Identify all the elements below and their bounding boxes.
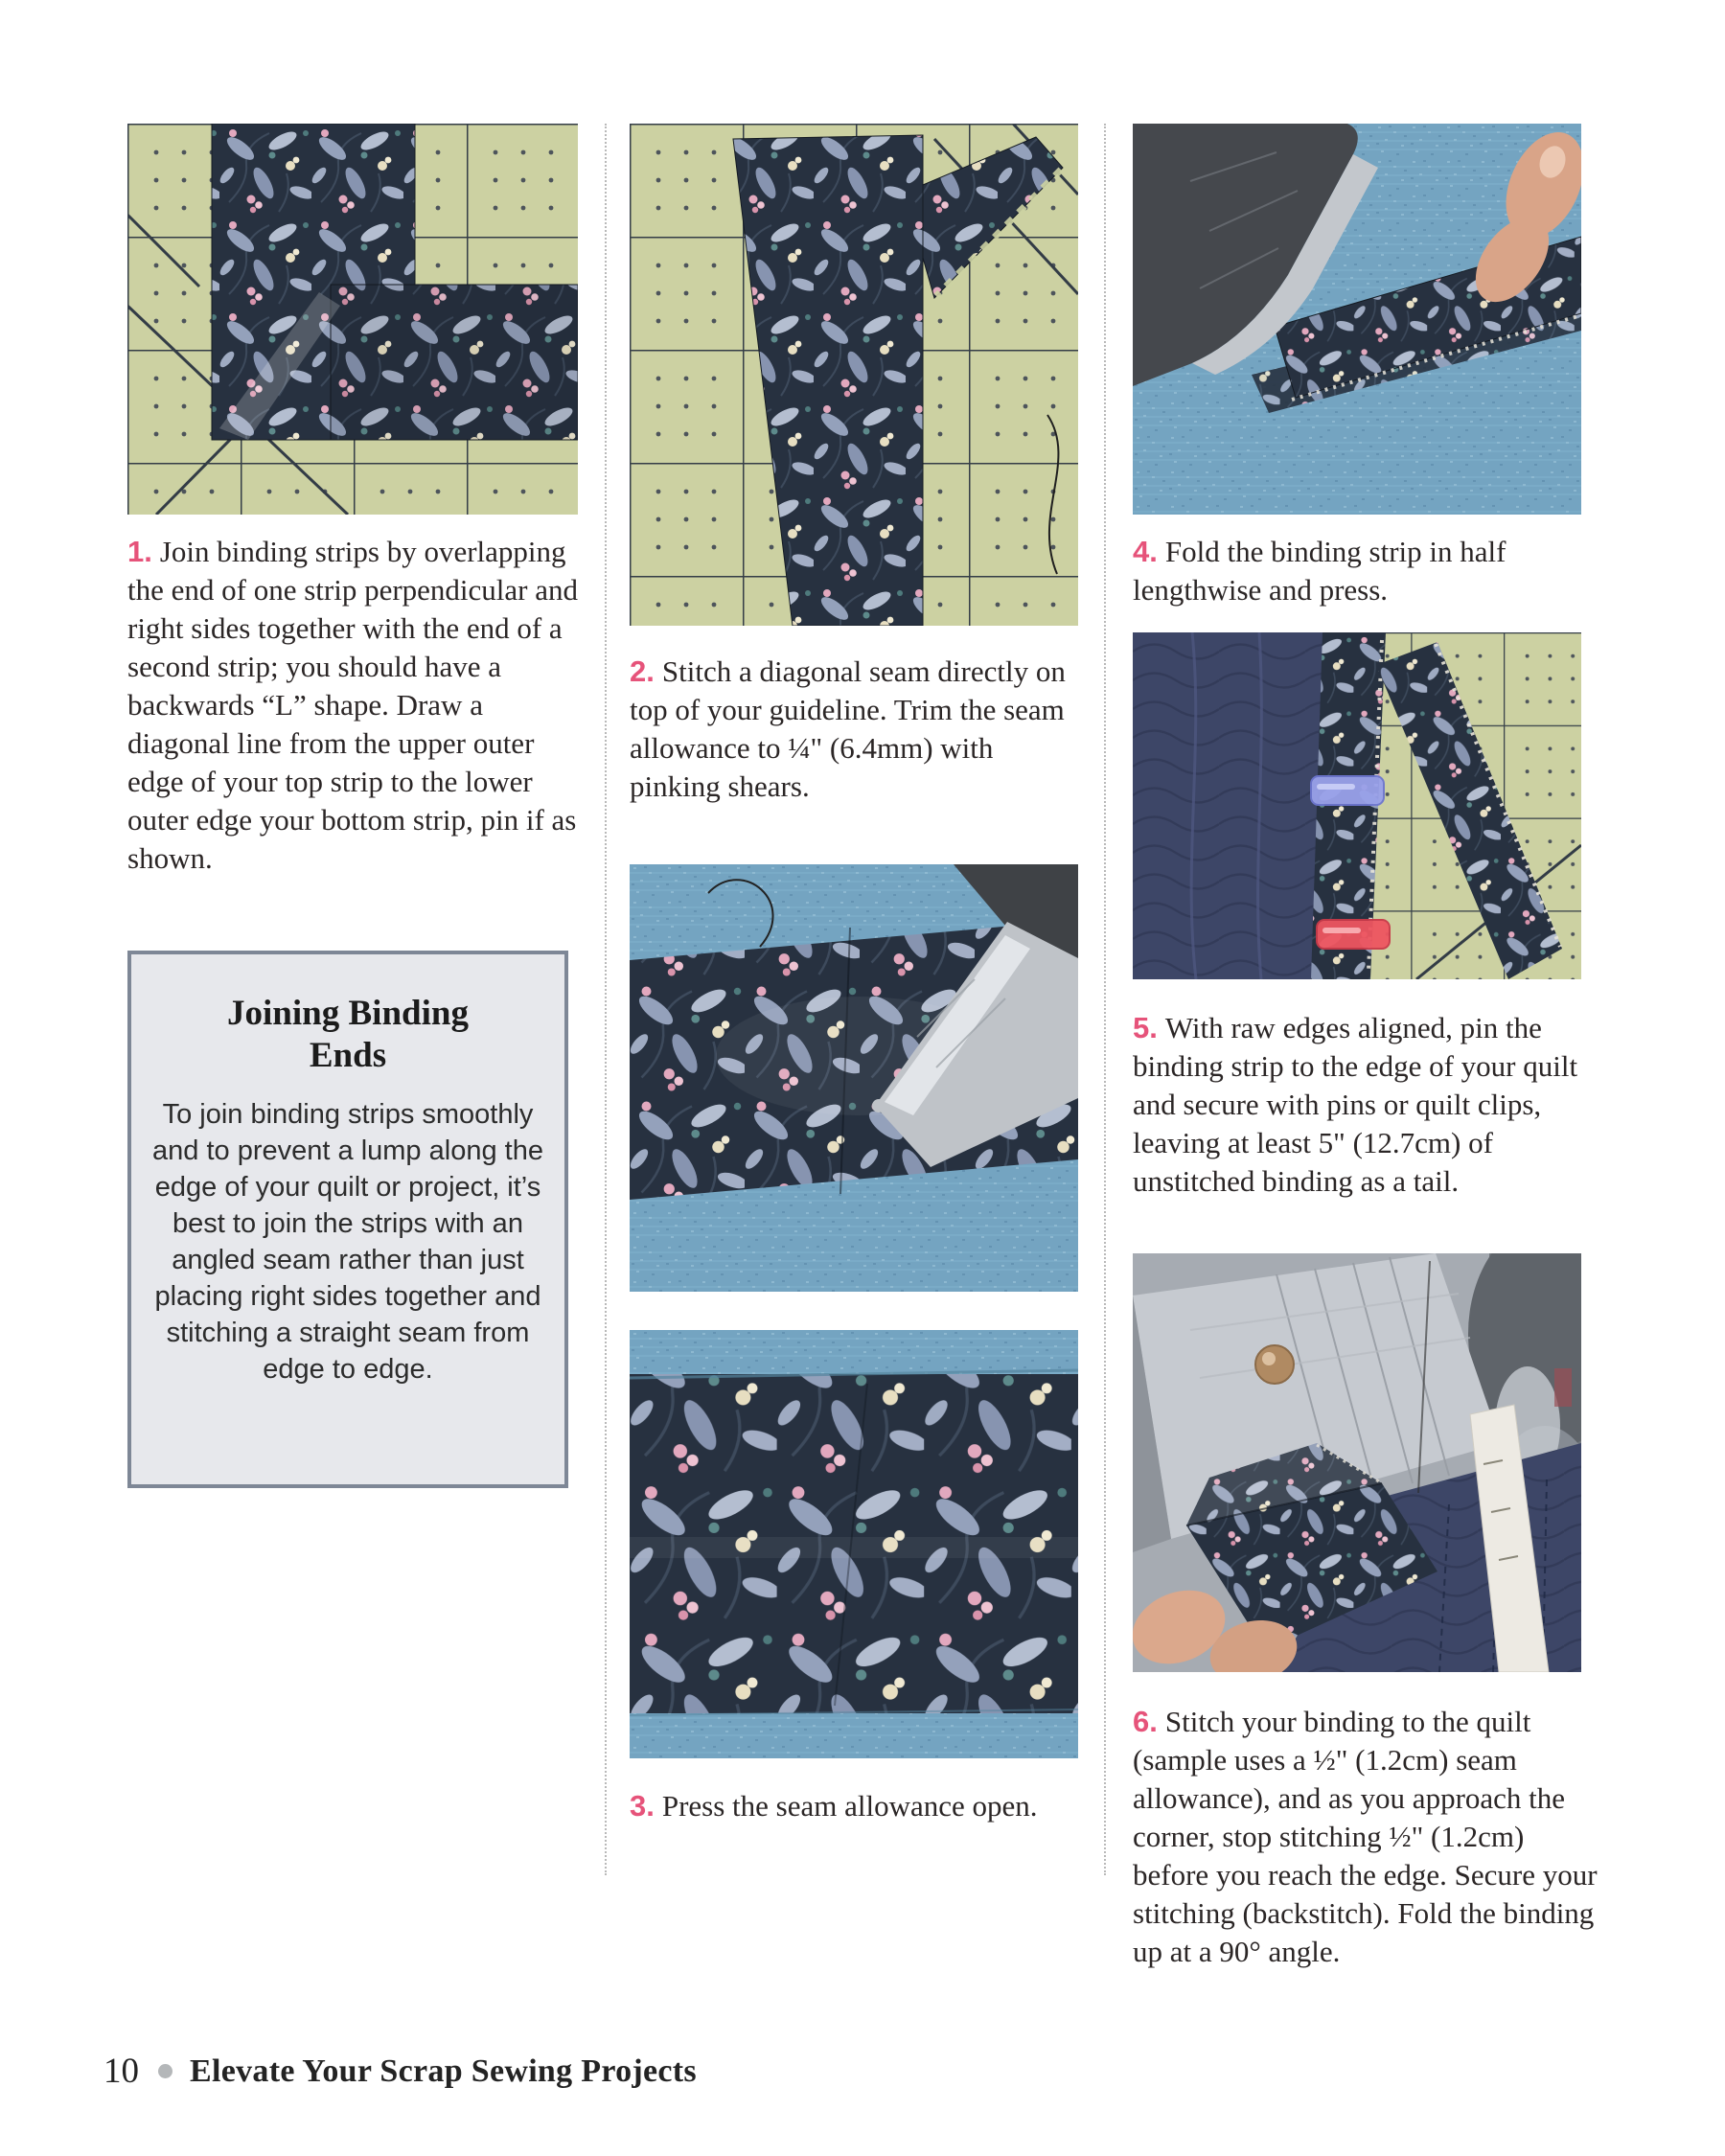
step-6-text bbox=[1133, 1703, 1600, 1971]
step-1-number: 1. bbox=[127, 535, 152, 568]
step-4-body: Fold the binding strip in half lengthwise and press. bbox=[1133, 535, 1506, 607]
step-4-number: 4. bbox=[1133, 535, 1158, 568]
sidebar-title-line2: Ends bbox=[309, 1036, 387, 1075]
step-4-text bbox=[1133, 533, 1591, 609]
sidebar-title-line1: Joining Binding bbox=[227, 994, 469, 1033]
photo-step5-binding-clipped-to-quilt bbox=[1133, 632, 1581, 979]
blue-quilt-clip bbox=[1311, 776, 1384, 805]
step-2-number: 2. bbox=[630, 654, 655, 688]
step-3-body: Press the seam allowance open. bbox=[661, 1789, 1038, 1823]
book-title: Elevate Your Scrap Sewing Projects bbox=[190, 2053, 697, 2089]
sidebar-joining-binding-ends bbox=[127, 951, 568, 1488]
step-5-number: 5. bbox=[1133, 1011, 1158, 1044]
photo-step3-iron-pressing-seam bbox=[630, 864, 1078, 1292]
page-footer bbox=[104, 2051, 697, 2092]
page-number: 10 bbox=[104, 2052, 139, 2091]
photo-step1-strips-on-cutting-mat bbox=[127, 124, 578, 515]
step-3-number: 3. bbox=[630, 1789, 655, 1823]
photo-step4-iron-folding-binding bbox=[1133, 124, 1581, 515]
step-5-body: With raw edges aligned, pin the binding strip to the edge of your quilt and secure with pins or quilt clips, leaving at least 5" (12.7cm) of unstitched binding as a tail. bbox=[1133, 1011, 1578, 1198]
step-6-body: Stitch your binding to the quilt (sample uses a ½" (1.2cm) seam allowance), and as you approach the corner, stop stitching ½" (1.2cm) before you reach the edge. Secure your stitching (backstitch). Fold the binding up at a 90° angle. bbox=[1133, 1705, 1598, 1968]
step-3-text bbox=[630, 1787, 1099, 1825]
photo-step2-diagonal-seam-trimmed bbox=[630, 124, 1078, 626]
photo-step3-seam-pressed-open bbox=[630, 1330, 1078, 1758]
column-separator-1 bbox=[605, 124, 607, 1875]
sidebar-title bbox=[131, 993, 564, 1077]
step-2-body: Stitch a diagonal seam directly on top of your guideline. Trim the seam allowance to ¼" (6.4mm) with pinking shears. bbox=[630, 654, 1066, 803]
step-1-text bbox=[127, 533, 587, 878]
step-6-number: 6. bbox=[1133, 1705, 1158, 1738]
step-5-text bbox=[1133, 1009, 1600, 1201]
footer-bullet-icon bbox=[158, 2064, 172, 2078]
column-separator-2 bbox=[1104, 124, 1106, 1875]
pink-quilt-clip bbox=[1317, 920, 1390, 949]
step-2-text bbox=[630, 653, 1088, 806]
sidebar-body: To join binding strips smoothly and to prevent a lump along the edge of your quilt or project, it’s best to join the strips with an angled seam rather than just placing right sides together and stitching a straight seam from edge to edge. bbox=[152, 1099, 543, 1385]
photo-step6-sewing-machine-corner bbox=[1133, 1253, 1581, 1672]
step-1-body: Join binding strips by overlapping the end of one strip perpendicular and right sides together with the end of a second strip; you should have a backwards “L” shape. Draw a diagonal line from the upper outer edge of your top strip to the lower outer edge your bottom strip, pin if as shown. bbox=[127, 535, 578, 875]
